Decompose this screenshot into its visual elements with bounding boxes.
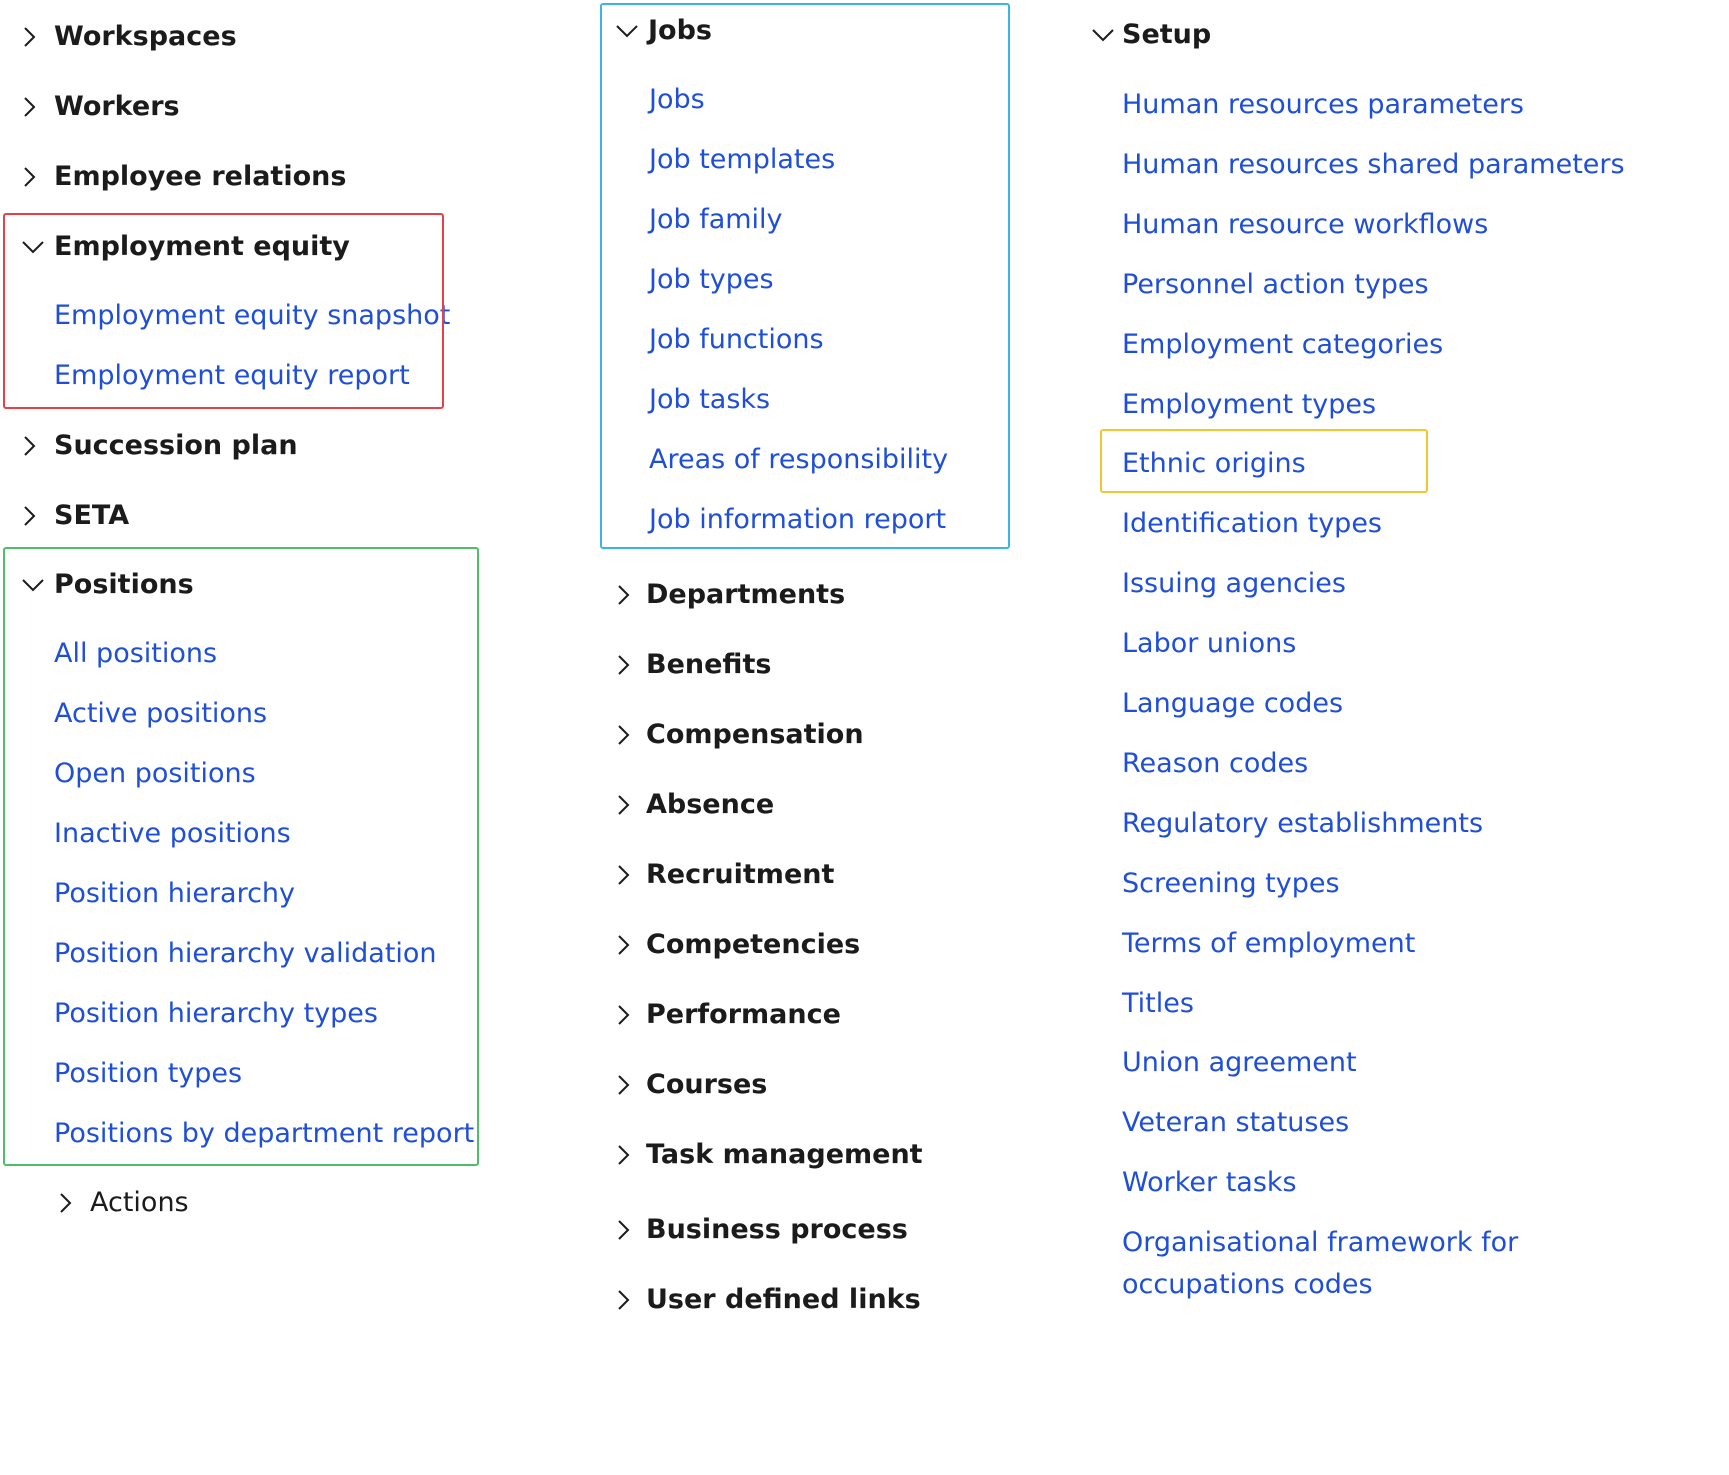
group-label: Succession plan (54, 430, 298, 461)
group-label: Workspaces (54, 21, 237, 52)
link-language-codes[interactable]: Language codes (1122, 688, 1344, 719)
link-position-hierarchy-validation[interactable]: Position hierarchy validation (54, 938, 437, 969)
link-employment-equity-snapshot[interactable]: Employment equity snapshot (54, 300, 451, 331)
chevron-right-icon (616, 720, 642, 750)
group-label: Performance (646, 999, 841, 1030)
link-regulatory-establishments[interactable]: Regulatory establishments (1122, 808, 1484, 839)
group-label: Recruitment (646, 859, 835, 890)
link-labor-unions[interactable]: Labor unions (1122, 628, 1297, 659)
group-label: Setup (1122, 19, 1212, 50)
group-label: User defined links (646, 1284, 921, 1315)
group-benefits[interactable] (616, 650, 771, 680)
chevron-down-icon (22, 232, 48, 262)
group-label: Jobs (648, 15, 712, 46)
link-job-templates[interactable]: Job templates (649, 144, 836, 175)
link-position-hierarchy-types[interactable]: Position hierarchy types (54, 998, 378, 1029)
link-all-positions[interactable]: All positions (54, 638, 218, 669)
group-label: Business process (646, 1214, 908, 1245)
link-job-information-report[interactable]: Job information report (649, 504, 947, 535)
link-reason-codes[interactable]: Reason codes (1122, 748, 1309, 779)
group-succession-plan[interactable] (22, 431, 298, 461)
group-performance[interactable] (616, 1000, 841, 1030)
link-active-positions[interactable]: Active positions (54, 698, 268, 729)
group-task-management[interactable] (616, 1140, 923, 1170)
group-departments[interactable] (616, 580, 845, 610)
link-ethnic-origins[interactable]: Ethnic origins (1122, 448, 1306, 479)
group-positions[interactable] (22, 570, 194, 600)
link-union-agreement[interactable]: Union agreement (1122, 1047, 1357, 1078)
chevron-right-icon (616, 930, 642, 960)
link-job-tasks[interactable]: Job tasks (649, 384, 771, 415)
chevron-right-icon (22, 162, 48, 192)
link-veteran-statuses[interactable]: Veteran statuses (1122, 1107, 1350, 1138)
link-employment-categories[interactable]: Employment categories (1122, 329, 1444, 360)
chevron-right-icon (22, 92, 48, 122)
group-recruitment[interactable] (616, 860, 834, 890)
link-personnel-action-types[interactable]: Personnel action types (1122, 269, 1429, 300)
chevron-right-icon (616, 860, 642, 890)
chevron-right-icon (616, 1140, 642, 1170)
group-absence[interactable] (616, 790, 774, 820)
group-workspaces[interactable] (22, 22, 237, 52)
link-areas-of-responsibility[interactable]: Areas of responsibility (649, 444, 949, 475)
chevron-down-icon (22, 570, 48, 600)
group-label: Task management (646, 1139, 923, 1170)
group-employee-relations[interactable] (22, 162, 346, 192)
link-jobs[interactable]: Jobs (649, 84, 705, 115)
group-courses[interactable] (616, 1070, 767, 1100)
group-jobs[interactable] (616, 16, 712, 46)
chevron-right-icon (22, 431, 48, 461)
chevron-right-icon (616, 1215, 642, 1245)
group-label: Positions (54, 569, 194, 600)
group-business-process[interactable] (616, 1215, 908, 1245)
group-label: Employment equity (54, 231, 350, 262)
link-job-family[interactable]: Job family (649, 204, 783, 235)
link-human-resources-parameters[interactable]: Human resources parameters (1122, 89, 1524, 120)
link-terms-of-employment[interactable]: Terms of employment (1122, 928, 1416, 959)
group-user-defined-links[interactable] (616, 1285, 921, 1315)
link-human-resources-shared-parameters[interactable]: Human resources shared parameters (1122, 149, 1625, 180)
group-label: Compensation (646, 719, 864, 750)
link-position-hierarchy[interactable]: Position hierarchy (54, 878, 296, 909)
group-compensation[interactable] (616, 720, 864, 750)
link-inactive-positions[interactable]: Inactive positions (54, 818, 291, 849)
link-organisational-framework-for-occupations-codes[interactable]: Organisational framework for occupations codes (1122, 1227, 1519, 1300)
link-position-types[interactable]: Position types (54, 1058, 243, 1089)
link-worker-tasks[interactable]: Worker tasks (1122, 1167, 1297, 1198)
group-setup[interactable] (1092, 20, 1211, 50)
chevron-right-icon (616, 1285, 642, 1315)
group-label: Absence (646, 789, 775, 820)
chevron-right-icon (616, 790, 642, 820)
chevron-down-icon (1092, 20, 1118, 50)
link-issuing-agencies[interactable]: Issuing agencies (1122, 568, 1346, 599)
chevron-right-icon (616, 580, 642, 610)
chevron-right-icon (22, 22, 48, 52)
chevron-right-icon (616, 650, 642, 680)
link-identification-types[interactable]: Identification types (1122, 508, 1382, 539)
group-label: Competencies (646, 929, 861, 960)
group-competencies[interactable] (616, 930, 860, 960)
link-positions-by-department-report[interactable]: Positions by department report (54, 1118, 475, 1149)
chevron-right-icon (58, 1188, 84, 1218)
chevron-down-icon (616, 16, 642, 46)
link-job-functions[interactable]: Job functions (649, 324, 824, 355)
group-employment-equity[interactable] (22, 232, 350, 262)
group-workers[interactable] (22, 92, 180, 122)
group-seta[interactable] (22, 501, 129, 531)
link-titles[interactable]: Titles (1122, 988, 1194, 1019)
chevron-right-icon (616, 1000, 642, 1030)
group-label: Courses (646, 1069, 768, 1100)
group-label: Workers (54, 91, 180, 122)
chevron-right-icon (22, 501, 48, 531)
link-employment-equity-report[interactable]: Employment equity report (54, 360, 410, 391)
link-job-types[interactable]: Job types (649, 264, 774, 295)
link-screening-types[interactable]: Screening types (1122, 868, 1340, 899)
chevron-right-icon (616, 1070, 642, 1100)
link-employment-types[interactable]: Employment types (1122, 389, 1377, 420)
group-actions[interactable] (58, 1188, 189, 1218)
link-human-resource-workflows[interactable]: Human resource workflows (1122, 209, 1489, 240)
group-label: SETA (54, 500, 130, 531)
group-label: Actions (90, 1187, 189, 1218)
link-open-positions[interactable]: Open positions (54, 758, 256, 789)
group-label: Benefits (646, 649, 772, 680)
group-label: Employee relations (54, 161, 347, 192)
group-label: Departments (646, 579, 846, 610)
